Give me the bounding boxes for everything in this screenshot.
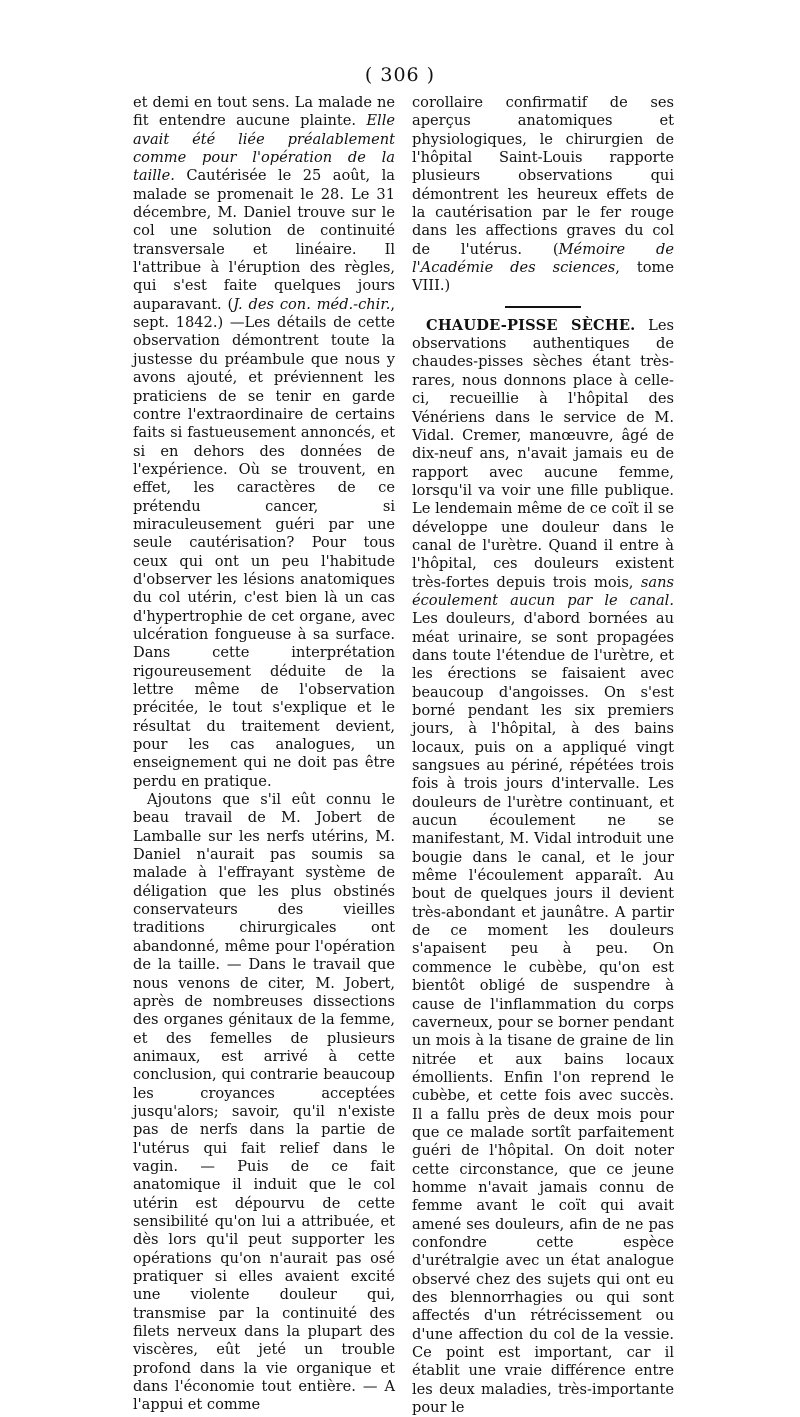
left-paragraph-2: Ajoutons que s'il eût connu le beau travail de M. Jobert de Lamballe sur les nerfs utérins, M. Daniel n'aurait pas soumis sa malade à l'effrayant système de déligation que les plus obstinés conservateurs des vieilles traditions chirurgicales ont abandonné, même pour l'opération de la taille. — Dans le travail que nous venons de citer, M. Jobert, après de nombreuses dissections des organes génitaux de la femme, et des femelles de plusieurs animaux, est arrivé à cette conclusion, qui contrarie beaucoup les croyances acceptées jusqu'alors; savoir, qu'il n'existe pas de nerfs dans la partie de l'utérus qui fait relief dans le vagin. — Puis de ce fait anatomique il induit que le col utérin est dépourvu de cette sensibilité qu'on lui a attribuée, et dès lors qu'il peut supporter les opérations qu'on n'aurait pas osé pratiquer si elles avaient excité une violente douleur qui, transmise par la continuité des filets nerveux dans la plupart des viscères, eût jeté un trouble profond dans la vie organique et dans l'économie tout entière. — A l'appui et comme bbox=[133, 791, 395, 1414]
italic-citation: J. des con. méd.-chir. bbox=[233, 295, 391, 313]
right-paragraph-2 bbox=[412, 317, 674, 1417]
text-run: corollaire confirmatif de ses aperçus anatomiques et physiologiques, le chirurgien de l'hôpital Saint-Louis rapporte plusieurs observations qui démontrent les heureux effets de la cautérisation par le fer rouge dans les affections graves du col de l'utérus. ( bbox=[412, 94, 674, 258]
section-heading: CHAUDE-PISSE SÈCHE. bbox=[426, 316, 636, 334]
italic-run: sans écoulement aucun par le canal. bbox=[412, 573, 674, 609]
text-run: Les observations authentiques de chaudes-pisses sèches étant très-rares, nous donnons place à celle-ci, recueillie à l'hôpital des Vénériens dans le service de M. Vidal. Cremer, manœuvre, âgé de dix-neuf ans, n'avait jamais eu de rapport avec aucune femme, lorsqu'il va voir une fille publique. Le lendemain même de ce coït il se développe une douleur dans le canal de l'urètre. Quand il entre à l'hôpital, ces douleurs existent très-fortes depuis trois mois, bbox=[412, 316, 674, 591]
text-run: , tome VIII.) bbox=[412, 259, 675, 295]
right-paragraph-1 bbox=[412, 94, 674, 296]
left-column bbox=[133, 94, 395, 1415]
italic-run: Elle avait été liée préalablement comme pour l'opération de la taille. bbox=[133, 112, 395, 185]
section-divider bbox=[505, 306, 581, 308]
page-number: ( 306 ) bbox=[364, 64, 436, 86]
italic-citation: Mémoire de l'Académie des sciences bbox=[412, 240, 674, 277]
right-column bbox=[412, 94, 674, 1417]
text-run: , sept. 1842.) —Les détails de cette observation démontrent toute la justesse du préambule que nous y avons ajouté, et préviennent les praticiens de se tenir en garde contre l'extraordinaire de certains faits si fastueusement annoncés, et si en dehors des données de l'expérience. Où se trouvent, en effet, les caractères de ce prétendu cancer, si miraculeusement guéri par une seule cautérisation? Pour tous ceux qui ont un peu l'habitude d'observer les lésions anatomiques du col utérin, c'est bien là un cas d'hypertrophie de cet organe, avec ulcération fongueuse à sa surface. Dans cette interprétation rigoureusement déduite de la lettre même de l'observation précitée, le tout s'explique et le résultat du traitement devient, pour les cas analogues, un enseignement qui ne doit pas être perdu en pratique. bbox=[133, 295, 395, 790]
text-run: et demi en tout sens. La malade ne fit entendre aucune plainte. bbox=[133, 94, 395, 130]
text-run: Cautérisée le 25 août, la malade se promenait le 28. Le 31 décembre, M. Daniel trouve sur le col une solution de continuité transversale et linéaire. Il l'attribue à l'éruption des règles, qui s'est faite quelques jours auparavant. ( bbox=[133, 167, 395, 313]
left-paragraph-1 bbox=[133, 94, 395, 791]
text-run: Les douleurs, d'abord bornées au méat urinaire, se sont propagées dans toute l'étendue de l'urètre, et les érections se faisaient avec beaucoup d'angoisses. On s'est borné pendant les six premiers jours, à l'hôpital, à des bains locaux, puis on a appliqué vingt sangsues au périné, répétées trois fois à trois jours d'intervalle. Les douleurs de l'urètre continuant, et aucun écoulement ne se manifestant, M. Vidal introduit une bougie dans le canal, et le jour même l'écoulement apparaît. Au bout de quelques jours il devient très-abondant et jaunâtre. A partir de ce moment les douleurs s'apaisent peu à peu. On commence le cubèbe, qu'on est bientôt obligé de suspendre à cause de l'inflammation du corps caverneux, pour se borner pendant un mois à la tisane de graine de lin nitrée et aux bains locaux émollients. Enfin l'on reprend le cubèbe, et cette fois avec succès. Il a fallu près de deux mois pour que ce malade sortît parfaitement guéri de l'hôpital. On doit noter cette circonstance, que ce jeune homme n'avait jamais connu de femme avant le coït qui avait amené ses douleurs, afin de ne pas confondre cette espèce d'urétralgie avec un état analogue observé chez des sujets qui ont eu des blennorrhagies ou qui sont affectés d'un rétrécissement ou d'une affection du col de la vessie. Ce point est important, car il établit une vraie différence entre les deux maladies, très-importante pour le bbox=[412, 610, 674, 1417]
